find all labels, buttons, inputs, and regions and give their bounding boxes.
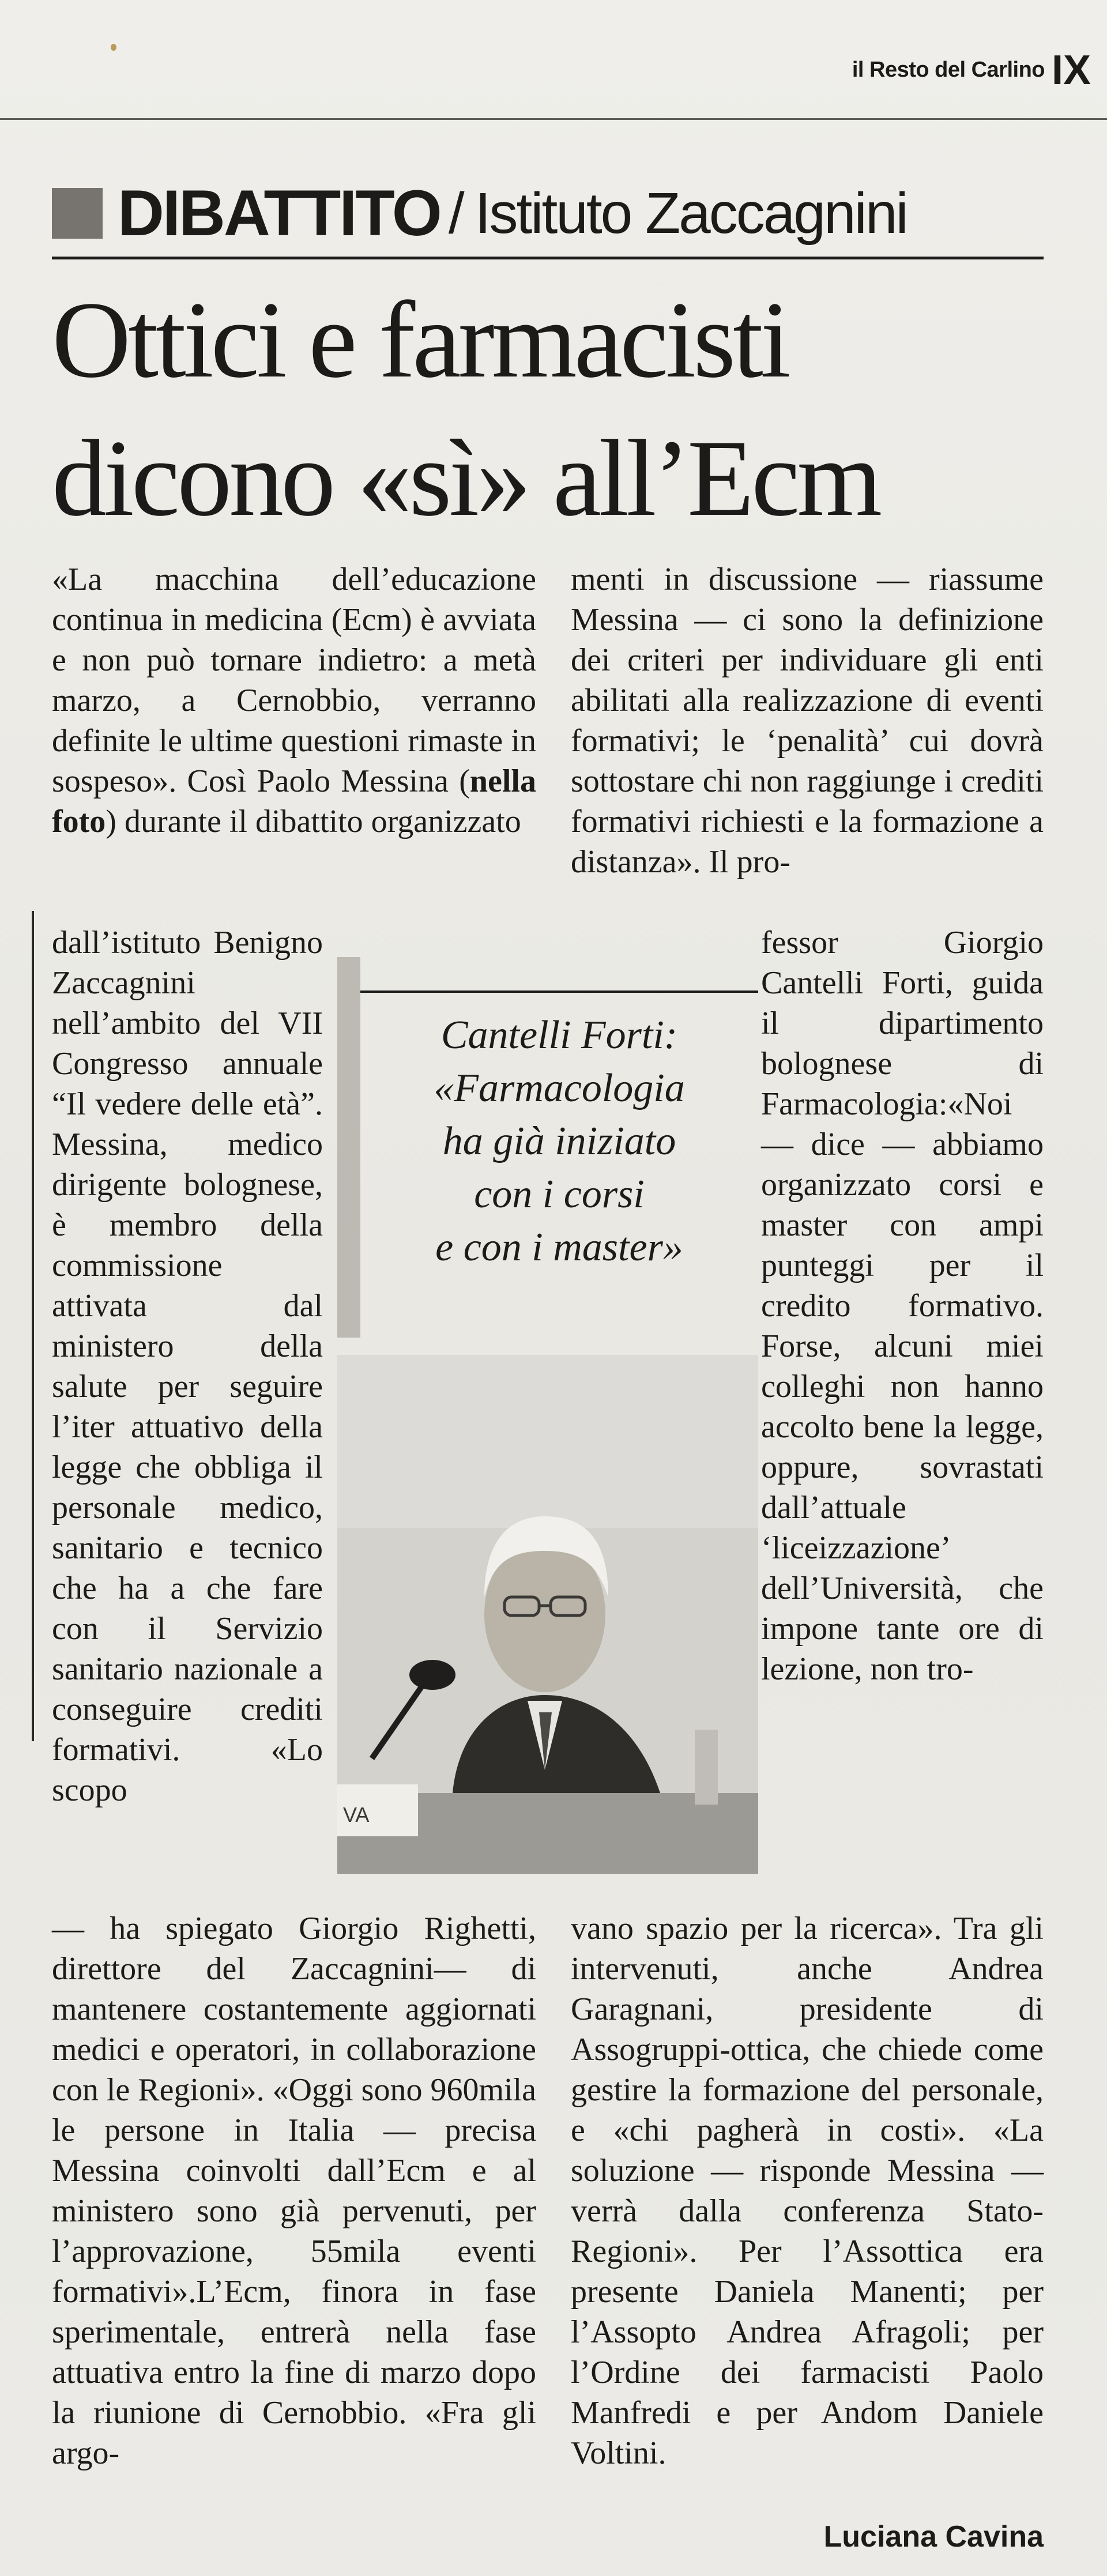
pullquote-line-4: con i corsi bbox=[474, 1172, 645, 1217]
photo-caption-fragment: VA bbox=[343, 1803, 370, 1826]
pullquote-line-1: Cantelli Forti: bbox=[440, 1013, 678, 1057]
article-col1-mid: dall’istituto Benigno Zaccagnini nell’ambito del VII Congresso annuale “Il vedere delle età”. Messina, medico dirigente bolognese, è membro della commissione attivata dal ministero della salute per seguire l’iter attuativo della legge che obbliga il personale medico, sanitario e tecnico che ha a che fare con il Servizio sanitario nazionale a conseguire crediti formativi. «Lo scopo bbox=[52, 925, 323, 1808]
byline-author: Luciana Cavina bbox=[823, 2520, 1044, 2554]
article-col2-bottom: vano spazio per la ricerca». Tra gli intervenuti, anche Andrea Garagnani, presidente di Assogruppi-ottica, che chiede come gestire la formazione del personale, e «chi pagherà in costi». «La soluzione — risponde Messina — verrà dalla conferenza Stato-Regioni». Per l’Assottica era presente Daniela Manenti; per l’Assopto Andrea Afragoli; per l’Ordine dei farmacisti Paolo Manfredi e per Andom Daniele Voltini. bbox=[571, 1911, 1044, 2471]
masthead-rule bbox=[0, 118, 1107, 120]
page-number: IX bbox=[1051, 47, 1091, 93]
pullquote-rule bbox=[360, 991, 758, 993]
pullquote-bar bbox=[337, 957, 360, 1338]
article-col1-top bbox=[52, 559, 536, 842]
kicker-rule bbox=[52, 257, 1044, 259]
headline bbox=[52, 271, 1067, 548]
pullquote-line-3: ha già iniziato bbox=[442, 1119, 676, 1163]
article-col1-bottom: — ha spiegato Giorgio Righetti, direttore del Zaccagnini— di mantenere costantemente aggiornati medici e operatori, in collaborazione con le Regioni». «Oggi sono 960mila le persone in Italia — precisa Messina coinvolti dall’Ecm e al ministero sono già pervenuti, per l’approvazione, 55mila eventi formativi».L’Ecm, finora in fase sperimentale, entrerà nella fase attuativa entro la fine di marzo dopo la riunione di Cernobbio. «Fra gli argo- bbox=[52, 1911, 536, 2471]
section-topic: Istituto Zaccagnini bbox=[475, 181, 907, 246]
section-separator: / bbox=[448, 181, 465, 246]
masthead-newspaper: il Resto del Carlino bbox=[852, 58, 1045, 82]
pullquote-line-2: «Farmacologia bbox=[434, 1066, 685, 1110]
pullquote-line-5: e con i master» bbox=[435, 1225, 683, 1270]
headline-line-2: dicono «sì» all’Ecm bbox=[52, 418, 880, 539]
section-kicker bbox=[52, 167, 1067, 259]
kicker-square-icon bbox=[52, 188, 103, 239]
speaker-photo-illustration bbox=[337, 1355, 758, 1874]
speaker-photo bbox=[337, 1355, 758, 1874]
photo-reference: nella foto bbox=[52, 763, 536, 839]
paper-speck bbox=[111, 44, 116, 51]
section-label: DIBATTITO bbox=[118, 177, 440, 249]
pullquote bbox=[369, 1009, 750, 1274]
article-col2-mid: fessor Giorgio Cantelli Forti, guida il dipartimento bolognese di Farmacologia:«Noi — dice — abbiamo organizzato corsi e master con ampi punteggi per il credito formativo. Forse, alcuni miei colleghi non hanno accolto bene la legge, oppure, sovrastati dall’attuale ‘liceizzazione’ dell’Università, che impone tante ore di lezione, non tro- bbox=[761, 925, 1044, 1687]
article-col2-top: menti in discussione — riassume Messina — ci sono la definizione dei criteri per individuare gli enti abilitati alla realizzazione di eventi formativi; le ‘penalità’ cui dovrà sottostare chi non raggiunge i crediti formativi richiesti e la formazione a distanza». Il pro- bbox=[571, 562, 1044, 880]
left-column-rule bbox=[32, 911, 34, 1741]
headline-line-1: Ottici e farmacisti bbox=[52, 280, 788, 401]
col1-top-text-a: «La macchina dell’educazione continua in medicina (Ecm) è avviata e non può tornare indietro: a metà marzo, a Cernobbio, verranno definite le ultime questioni rimaste in sospeso». Così Paolo Messina ( bbox=[52, 562, 536, 799]
col1-top-text-b: ) durante il dibattito organizzato bbox=[106, 804, 521, 839]
